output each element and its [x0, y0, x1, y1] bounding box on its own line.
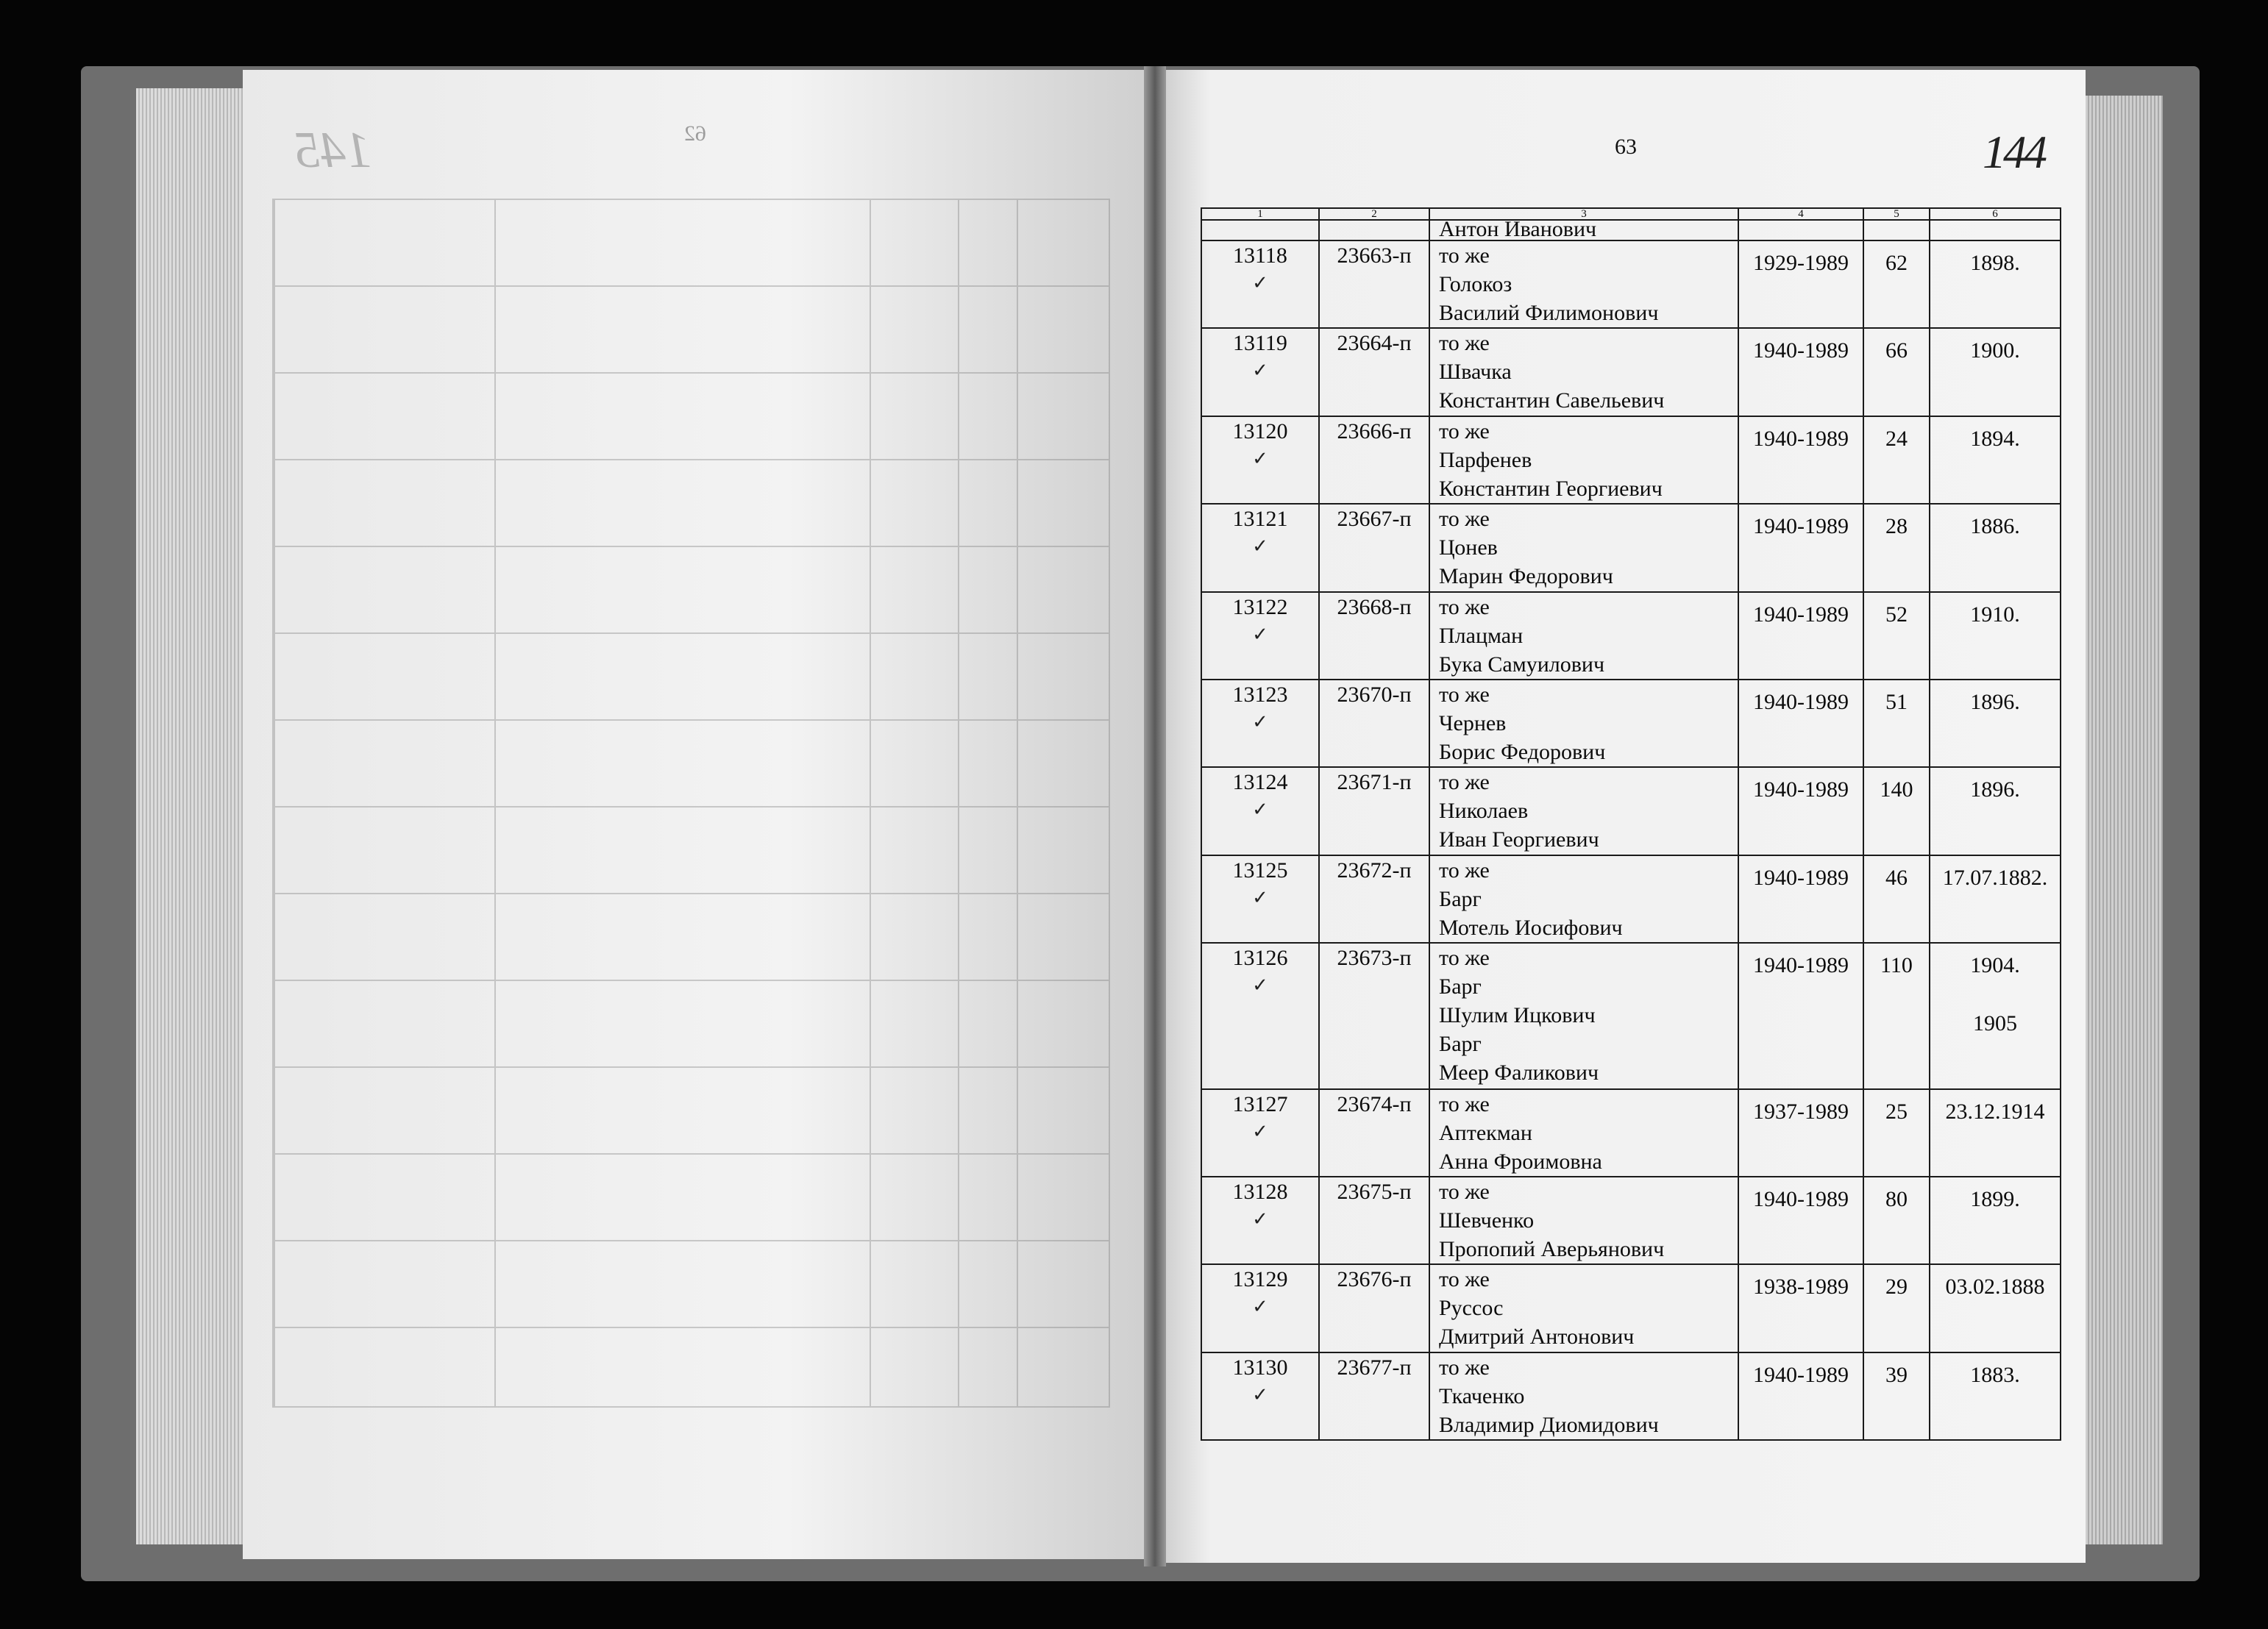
- column-header: 1: [1201, 208, 1319, 220]
- record-number: 13128: [1232, 1179, 1288, 1204]
- case-number: 23671-п: [1319, 767, 1429, 855]
- left-page-folio: 145: [294, 122, 372, 179]
- years-cell: [1738, 504, 1863, 591]
- ref-text: то же: [1439, 682, 1490, 707]
- continuation-row: [1201, 220, 2061, 240]
- years: 1940-1989: [1753, 689, 1849, 714]
- page-count: 140: [1880, 777, 1913, 802]
- years: 1940-1989: [1753, 1362, 1849, 1387]
- record-number-cell: [1201, 1089, 1319, 1177]
- birth-cell: [1930, 504, 2061, 591]
- person-name: Швачка: [1439, 360, 1512, 385]
- case-number: 23670-п: [1319, 680, 1429, 767]
- birth-year: 1886.: [1970, 514, 2020, 539]
- person-name: Дмитрий Антонович: [1439, 1325, 1635, 1350]
- check-mark-icon: ✓: [1252, 799, 1268, 821]
- person-name: Анна Фроимовна: [1439, 1149, 1602, 1174]
- person-name: Константин Георгиевич: [1439, 476, 1663, 501]
- pages-cell: [1863, 240, 1930, 328]
- check-mark-icon: ✓: [1252, 272, 1268, 294]
- person-name: Марин Федорович: [1439, 564, 1613, 589]
- birth-cell: [1930, 943, 2061, 1089]
- table-row: [1201, 328, 2061, 416]
- ref-text: то же: [1439, 858, 1490, 883]
- years: 1940-1989: [1753, 602, 1849, 627]
- years: 1940-1989: [1753, 338, 1849, 363]
- record-number-cell: [1201, 767, 1319, 855]
- record-number: 13119: [1233, 331, 1287, 356]
- person-name: Борис Федорович: [1439, 739, 1606, 764]
- record-number-cell: [1201, 1264, 1319, 1352]
- table-row: [1201, 943, 2061, 1089]
- person-name: Голокоз: [1439, 272, 1512, 297]
- person-name: Ткаченко: [1439, 1383, 1525, 1408]
- birth-year: 17.07.1882.: [1942, 865, 2048, 890]
- years-cell: [1738, 680, 1863, 767]
- person-name: Барг: [1439, 1031, 1482, 1056]
- years: 1940-1989: [1753, 426, 1849, 451]
- years-cell: [1738, 1177, 1863, 1264]
- birth-year: 1898.: [1970, 251, 2020, 276]
- check-mark-icon: ✓: [1252, 974, 1268, 996]
- record-number-cell: [1201, 328, 1319, 416]
- page-count: 62: [1885, 251, 1908, 276]
- check-mark-icon: ✓: [1252, 535, 1268, 557]
- name-cell: [1429, 1089, 1738, 1177]
- person-name: Василий Филимонович: [1439, 301, 1659, 326]
- years: 1940-1989: [1753, 1186, 1849, 1211]
- register-table: [1201, 207, 2061, 1441]
- page-count: 29: [1885, 1275, 1908, 1300]
- case-number: 23674-п: [1319, 1089, 1429, 1177]
- birth-year: 23.12.1914: [1945, 1099, 2045, 1124]
- page-count: 28: [1885, 514, 1908, 539]
- page-count: 25: [1885, 1099, 1908, 1124]
- birth-year: 1896.: [1970, 777, 2020, 802]
- pages-cell: [1863, 680, 1930, 767]
- birth-cell: [1930, 1352, 2061, 1440]
- record-number: 13118: [1233, 243, 1287, 268]
- record-number-cell: [1201, 680, 1319, 767]
- ref-text: то же: [1439, 594, 1490, 619]
- page-count: 66: [1885, 338, 1908, 363]
- check-mark-icon: ✓: [1252, 360, 1268, 382]
- column-header: 4: [1738, 208, 1863, 220]
- check-mark-icon: ✓: [1252, 1383, 1268, 1405]
- birth-cell: [1930, 855, 2061, 943]
- birth-cell: [1930, 416, 2061, 504]
- column-header: 5: [1863, 208, 1930, 220]
- person-name: Шулим Ицкович: [1439, 1002, 1596, 1027]
- record-number: 13127: [1232, 1091, 1288, 1116]
- birth-year: 1900.: [1970, 338, 2020, 363]
- person-name: Пропопий Аверьянович: [1439, 1236, 1665, 1261]
- ref-text: то же: [1439, 243, 1490, 268]
- record-number: 13121: [1232, 507, 1288, 532]
- name-cell: [1429, 1264, 1738, 1352]
- ref-text: то же: [1439, 1355, 1490, 1380]
- name-cell: [1429, 328, 1738, 416]
- birth-year: 1899.: [1970, 1186, 2020, 1211]
- birth-year: 1904.: [1970, 952, 2020, 977]
- years-cell: [1738, 1264, 1863, 1352]
- page-count: 52: [1885, 602, 1908, 627]
- page-count: 110: [1880, 952, 1913, 977]
- record-number-cell: [1201, 592, 1319, 680]
- ref-text: то же: [1439, 1091, 1490, 1116]
- birth-year: 1896.: [1970, 689, 2020, 714]
- ref-text: то же: [1439, 1267, 1490, 1292]
- continued-name: Антон Иванович: [1429, 220, 1738, 240]
- table-row: [1201, 680, 2061, 767]
- table-row: [1201, 504, 2061, 591]
- birth-cell: [1930, 1177, 2061, 1264]
- table-row: [1201, 1089, 2061, 1177]
- page-edges-right: [2082, 96, 2163, 1544]
- person-name: Шевченко: [1439, 1208, 1535, 1233]
- birth-cell: [1930, 1089, 2061, 1177]
- birth-cell: [1930, 240, 2061, 328]
- birth-cell: [1930, 767, 2061, 855]
- book-gutter: [1144, 66, 1166, 1566]
- years-cell: [1738, 592, 1863, 680]
- pages-cell: [1863, 504, 1930, 591]
- name-cell: [1429, 943, 1738, 1089]
- pages-cell: [1863, 1089, 1930, 1177]
- birth-cell: [1930, 1264, 2061, 1352]
- case-number: 23677-п: [1319, 1352, 1429, 1440]
- years: 1940-1989: [1753, 865, 1849, 890]
- years: 1937-1989: [1753, 1099, 1849, 1124]
- person-name: Константин Савельевич: [1439, 388, 1665, 413]
- person-name: Руссос: [1439, 1296, 1504, 1321]
- left-page-number: 62: [684, 121, 706, 146]
- birth-year: 1894.: [1970, 426, 2020, 451]
- check-mark-icon: ✓: [1252, 886, 1268, 908]
- case-number: 23673-п: [1319, 943, 1429, 1089]
- check-mark-icon: ✓: [1252, 1208, 1268, 1230]
- handwritten-folio: 144: [1983, 126, 2044, 178]
- name-cell: [1429, 1352, 1738, 1440]
- case-number: 23667-п: [1319, 504, 1429, 591]
- person-name: Николаев: [1439, 799, 1529, 824]
- check-mark-icon: ✓: [1252, 1120, 1268, 1142]
- page-count: 46: [1885, 865, 1908, 890]
- pages-cell: [1863, 328, 1930, 416]
- column-header: 2: [1319, 208, 1429, 220]
- ref-text: то же: [1439, 418, 1490, 443]
- check-mark-icon: ✓: [1252, 447, 1268, 469]
- pages-cell: [1863, 855, 1930, 943]
- check-mark-icon: ✓: [1252, 1296, 1268, 1318]
- ref-text: то же: [1439, 507, 1490, 532]
- case-number: 23663-п: [1319, 240, 1429, 328]
- record-number-cell: [1201, 416, 1319, 504]
- birth-cell: [1930, 592, 2061, 680]
- birth-year: 1910.: [1970, 602, 2020, 627]
- pages-cell: [1863, 767, 1930, 855]
- person-name: Бука Самуилович: [1439, 652, 1605, 677]
- pages-cell: [1863, 943, 1930, 1089]
- column-header-row: [1201, 208, 2061, 220]
- case-number: 23676-п: [1319, 1264, 1429, 1352]
- page-count: 80: [1885, 1186, 1908, 1211]
- record-number: 13120: [1232, 418, 1288, 443]
- record-number: 13122: [1232, 594, 1288, 619]
- ref-text: то же: [1439, 1179, 1490, 1204]
- table-row: [1201, 1177, 2061, 1264]
- bleed-through-table: [272, 199, 1110, 1408]
- case-number: 23672-п: [1319, 855, 1429, 943]
- years-cell: [1738, 943, 1863, 1089]
- birth-year: 1883.: [1970, 1362, 2020, 1387]
- years: 1929-1989: [1753, 251, 1849, 276]
- birth-cell: [1930, 328, 2061, 416]
- person-name: Аптекман: [1439, 1120, 1532, 1145]
- page-number: 63: [1615, 135, 1637, 159]
- name-cell: [1429, 767, 1738, 855]
- person-name: Парфенев: [1439, 447, 1532, 472]
- table-row: [1201, 1264, 2061, 1352]
- record-number: 13124: [1232, 770, 1288, 795]
- pages-cell: [1863, 592, 1930, 680]
- person-name: Иван Георгиевич: [1439, 827, 1599, 852]
- record-number-cell: [1201, 1177, 1319, 1264]
- person-name: Чернев: [1439, 710, 1507, 735]
- page-count: 51: [1885, 689, 1908, 714]
- column-header: 6: [1930, 208, 2061, 220]
- table-row: [1201, 592, 2061, 680]
- record-number: 13130: [1232, 1355, 1288, 1380]
- person-name: Мотель Иосифович: [1439, 915, 1623, 940]
- person-name: Цонев: [1439, 535, 1498, 560]
- person-name: Меер Фаликович: [1439, 1060, 1599, 1085]
- table-row: [1201, 1352, 2061, 1440]
- years: 1938-1989: [1753, 1275, 1849, 1300]
- column-header: 3: [1429, 208, 1738, 220]
- record-number-cell: [1201, 504, 1319, 591]
- person-name: Барг: [1439, 974, 1482, 999]
- check-mark-icon: ✓: [1252, 623, 1268, 645]
- name-cell: [1429, 416, 1738, 504]
- years-cell: [1738, 328, 1863, 416]
- table-row: [1201, 767, 2061, 855]
- years-cell: [1738, 767, 1863, 855]
- years-cell: [1738, 416, 1863, 504]
- page-count: 24: [1885, 426, 1908, 451]
- table-row: [1201, 240, 2061, 328]
- person-name: Плацман: [1439, 623, 1524, 648]
- record-number-cell: [1201, 855, 1319, 943]
- birth-year: 1905: [1973, 1010, 2017, 1035]
- record-number: 13129: [1232, 1267, 1288, 1292]
- years-cell: [1738, 1089, 1863, 1177]
- record-number-cell: [1201, 943, 1319, 1089]
- check-mark-icon: ✓: [1252, 710, 1268, 732]
- years-cell: [1738, 1352, 1863, 1440]
- table-row: [1201, 416, 2061, 504]
- birth-year: 03.02.1888: [1945, 1275, 2045, 1300]
- ref-text: то же: [1439, 770, 1490, 795]
- table-row: [1201, 855, 2061, 943]
- years: 1940-1989: [1753, 952, 1849, 977]
- name-cell: [1429, 504, 1738, 591]
- ref-text: то же: [1439, 331, 1490, 356]
- pages-cell: [1863, 416, 1930, 504]
- years-cell: [1738, 240, 1863, 328]
- case-number: 23675-п: [1319, 1177, 1429, 1264]
- pages-cell: [1863, 1177, 1930, 1264]
- record-number: 13123: [1232, 682, 1288, 707]
- name-cell: [1429, 240, 1738, 328]
- years: 1940-1989: [1753, 777, 1849, 802]
- case-number: 23666-п: [1319, 416, 1429, 504]
- case-number: 23668-п: [1319, 592, 1429, 680]
- record-number: 13125: [1232, 858, 1288, 883]
- record-number-cell: [1201, 1352, 1319, 1440]
- record-number: 13126: [1232, 945, 1288, 970]
- pages-cell: [1863, 1352, 1930, 1440]
- case-number: 23664-п: [1319, 328, 1429, 416]
- years-cell: [1738, 855, 1863, 943]
- name-cell: [1429, 1177, 1738, 1264]
- pages-cell: [1863, 1264, 1930, 1352]
- years: 1940-1989: [1753, 514, 1849, 539]
- person-name: Барг: [1439, 886, 1482, 911]
- name-cell: [1429, 855, 1738, 943]
- record-number-cell: [1201, 240, 1319, 328]
- ref-text: то же: [1439, 945, 1490, 970]
- name-cell: [1429, 680, 1738, 767]
- person-name: Владимир Диомидович: [1439, 1412, 1659, 1437]
- birth-cell: [1930, 680, 2061, 767]
- name-cell: [1429, 592, 1738, 680]
- page-count: 39: [1885, 1362, 1908, 1387]
